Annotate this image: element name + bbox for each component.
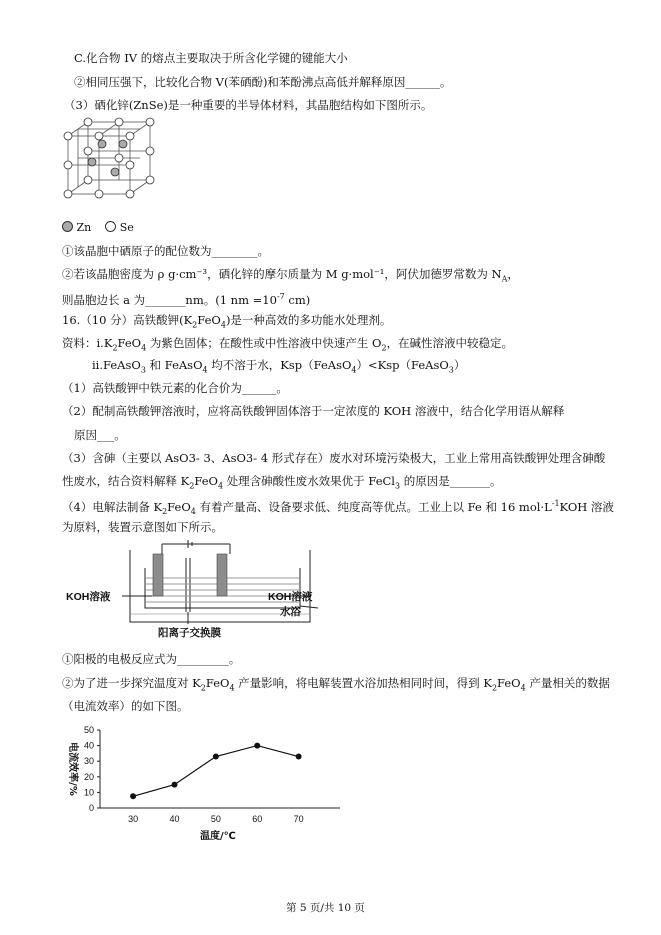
y-tick-label: 40 [83,740,94,751]
zn-atom [98,140,106,148]
se-legend-label: Se [119,221,134,234]
data-point [130,793,136,799]
data-point [254,743,260,749]
se-atom [64,161,72,169]
zn-legend-label: Zn [76,221,92,234]
y-tick-label: 10 [83,787,94,798]
se-atom [95,190,103,198]
zn-atom [111,168,119,176]
se-atom [84,147,92,155]
se-atom [126,190,134,198]
crystal-legend [62,221,134,234]
anode-electrode [153,554,163,596]
data-point [171,782,177,788]
question-16-4-1: ①阳极的电极反应式为_________。 [62,652,241,666]
option-c: C.化合物 IV 的熔点主要取决于所含化学键的键能大小 [74,51,348,65]
y-tick-label: 50 [83,725,94,735]
data-point [296,754,302,760]
question-16-4-2-cont: （电流效率）的如下图。 [62,699,189,713]
cathode-electrode [217,554,227,596]
se-atom [146,118,154,126]
question-16-3-cont: 性废水，结合资料解释 $K_2FeO_4$ 处理含砷酸性废水效果优于 FeCl$_3$ 的原因是_______。 [62,474,502,491]
x-tick-label: 50 [210,814,221,824]
material-ii: ii.FeAsO$_3$ 和 FeAsO$_4$ 均不溶于水，Ksp（FeAsO$_4$）<Ksp（FeAsO$_3$） [92,358,466,375]
question-16-3: （3）含砷（主要以 AsO3- 3、AsO3- 4 形式存在）废水对环境污染极大，工业上常用高铁酸钾处理含砷酸 [62,451,606,465]
current-efficiency-chart [58,722,358,842]
y-axis-label: 电流效率/% [67,742,78,796]
se-atom [64,190,72,198]
question-2-2: ②相同压强下，比较化合物 V(苯硒酚)和苯酚沸点高低并解释原因______。 [74,75,452,89]
question-16-2: （2）配制高铁酸钾溶液时，应将高铁酸钾固体溶于一定浓度的 KOH 溶液中，结合化学用语从解释 [62,404,565,418]
material-i: 资料：$i.K_2FeO_4$ 为紫色固体；在酸性或中性溶液中快速产生 $O_2$，在碱性溶液中较稳定。 [62,336,514,353]
water-bath-label: 水浴 [280,606,301,618]
data-point [213,754,219,760]
x-tick-label: 70 [293,814,304,824]
zn-legend-icon [62,221,73,232]
x-axis-label: 温度/℃ [199,831,236,842]
series-line [133,746,299,797]
page-footer: 第 5 页/共 10 页 [286,902,365,914]
question-3-1: ①该晶胞中硒原子的配位数为________。 [62,244,269,258]
se-atom [115,118,123,126]
zn-atom [119,140,127,148]
se-atom [146,147,154,155]
se-legend-icon [105,221,116,232]
question-3-2: ②若该晶胞密度为 ρ g·cm⁻³，硒化锌的摩尔质量为 M g·mol⁻¹，阿伏加德罗常数为 $N_A$， [62,267,519,284]
question-16-2-cont: 原因___。 [74,428,126,442]
zn-atom [88,158,96,166]
question-3-2-cont: 则晶胞边长 a 为_______nm。(1 nm $=10^{-7}$ cm) [62,292,311,307]
x-tick-label: 30 [128,814,139,824]
se-atom [95,132,103,140]
se-atom [126,161,134,169]
se-atom [84,176,92,184]
koh-label-right: KOH溶液 [268,591,313,603]
x-tick-label: 60 [252,814,263,824]
y-tick-label: 0 [88,803,94,813]
question-16-4-2: ②为了进一步探究温度对 $K_2FeO_4$ 产量影响，将电解装置水浴加热相同时间，得到 $K_2FeO_4$ 产量相关的数据 [62,676,610,693]
x-tick-label: 40 [169,814,180,824]
se-atom [126,132,134,140]
koh-label-left: KOH溶液 [66,591,111,603]
question-16-4-cont: 为原料，装置示意图如下所示。 [62,520,223,534]
question-16: 16.（10 分）高铁酸钾$(K_2FeO_4)$是一种高效的多功能水处理剂。 [62,313,392,330]
znse-unit-cell-figure [60,114,170,214]
y-tick-label: 20 [83,771,94,782]
question-16-1: （1）高铁酸钾中铁元素的化合价为______。 [62,381,288,395]
se-atom [115,154,123,162]
se-atom [146,176,154,184]
se-atom [64,132,72,140]
se-atom [84,118,92,126]
membrane-label: 阳离子交换膜 [158,627,221,639]
question-16-4: （4）电解法制备 $K_2FeO_4$ 有着产量高、设备要求低、纯度高等优点。工业上以 Fe 和 16 $mol\cdot L^{-1}KOH$ 溶液 [62,499,614,517]
y-tick-label: 30 [83,756,94,767]
question-3: （3）硒化锌(ZnSe)是一种重要的半导体材料，其晶胞结构如下图所示。 [64,98,433,112]
